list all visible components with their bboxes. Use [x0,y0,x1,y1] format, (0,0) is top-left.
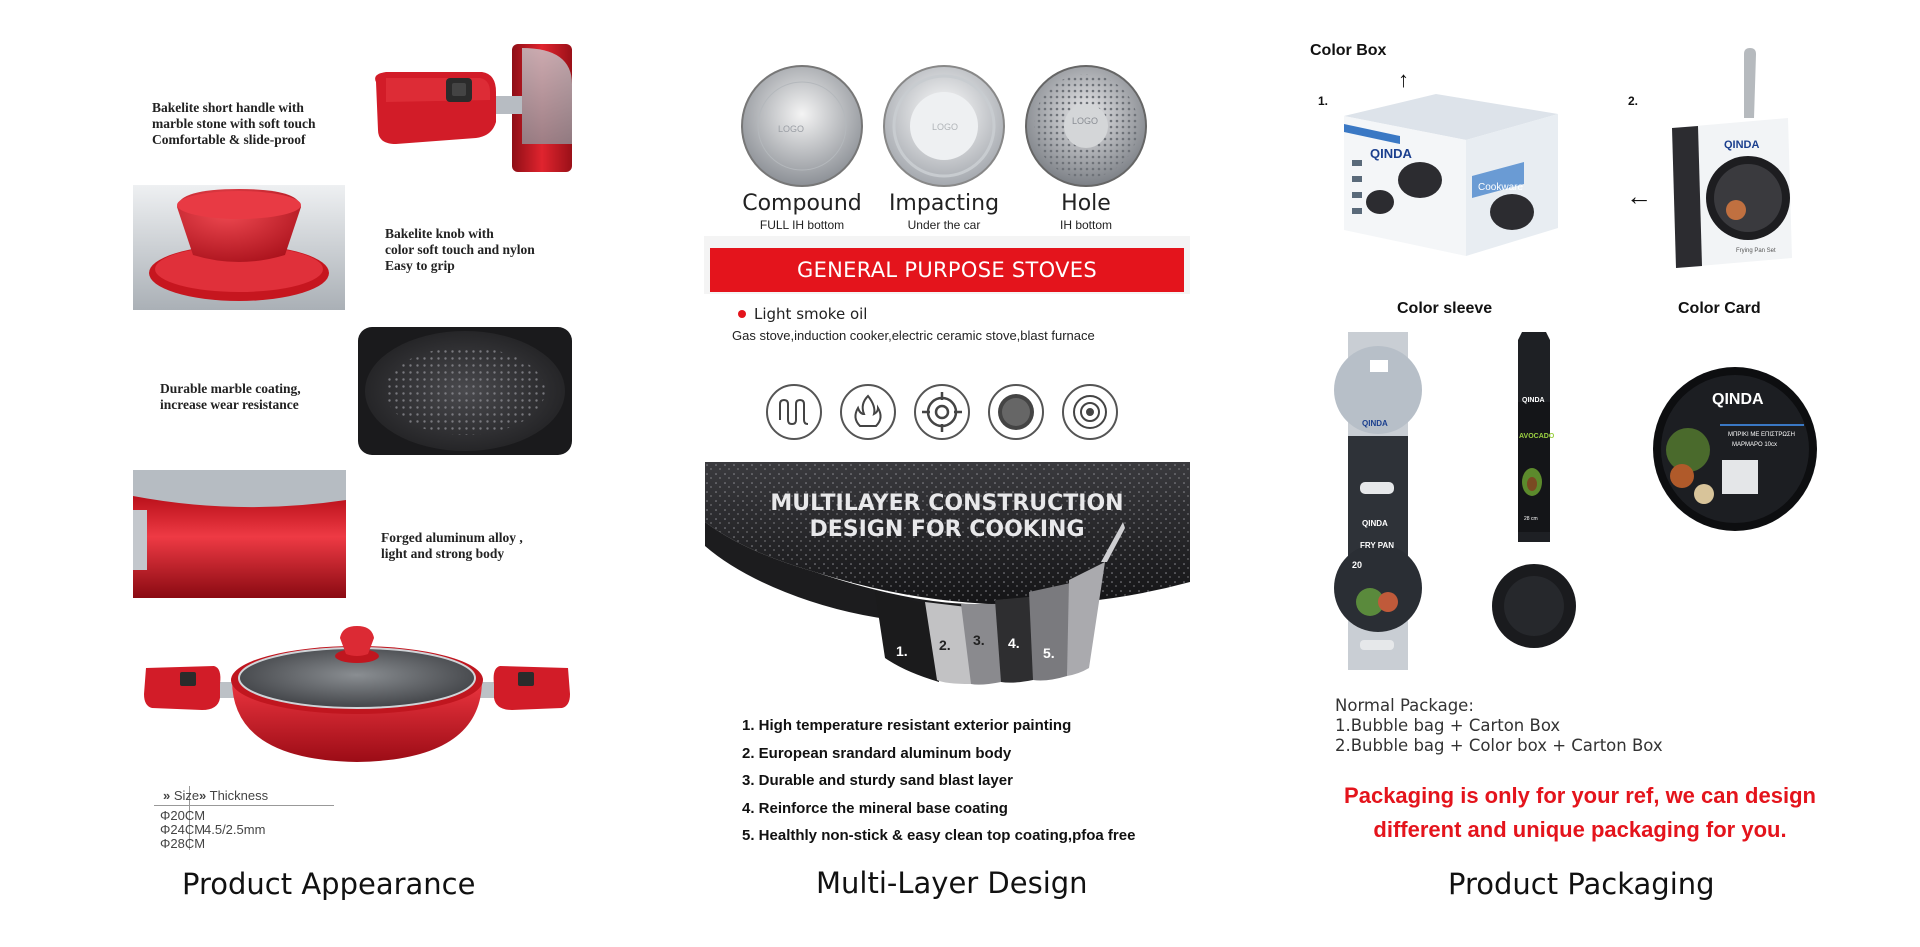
layer-number: 1. [896,643,908,659]
caption-multi-layer-design: Multi-Layer Design [816,866,1088,900]
handle-photo [372,44,572,172]
packaging-note-line1: Packaging is only for your ref, we can design [1344,783,1816,808]
bottom-label: Compound [742,191,862,216]
normal-package-item: 2.Bubble bag + Color box + Carton Box [1335,736,1663,755]
thickness-header [199,788,268,803]
card-brand: QINDA [1712,391,1764,408]
size-value: Φ28CM [160,836,206,851]
bottom-label: Impacting [888,191,1000,216]
caption-product-packaging: Product Packaging [1448,867,1715,901]
feature-coating-text: Durable marble coating, increase wear resistance [160,381,301,412]
construction-title-line1: MULTILAYER CONSTRUCTION [770,491,1124,516]
sleeve-brand: QINDA [1522,397,1545,404]
size-value: Φ20CM [160,808,206,823]
disc-logo-text: LOGO [1072,116,1099,126]
size-value: Φ24CM [160,822,206,837]
layer-item: 5. Healthly non-stick & easy clean top coating,pfoa free [742,827,1136,844]
bottom-label: Hole [1061,191,1111,216]
bottom-sublabel: Under the car [907,218,981,232]
stoves-text: Gas stove,induction cooker,electric ceramic stove,blast furnace [732,328,1095,343]
layer-item: 2. European srandard aluminum body [742,744,1012,762]
layer-number: 2. [939,637,951,653]
card-greek-text-2: ΜΑΡΜΑΡΟ 10cx [1732,442,1778,448]
normal-package-list [1335,696,1755,756]
thickness-header-label: Thickness [209,788,269,803]
size-header [163,788,199,803]
color-card-image [1652,366,1818,532]
light-smoke-oil-text: Light smoke oil [754,305,868,323]
layer-number: 3. [973,632,985,648]
color-card-title: Color Card [1678,300,1761,317]
pan-box-brand: QINDA [1724,139,1760,151]
multilayer-construction-image [705,462,1190,694]
electric-plate-icon [988,384,1044,440]
layer-number: 5. [1043,645,1055,661]
bottom-disc-hole [1024,64,1148,188]
arrow-left-icon: ← [1626,181,1652,211]
knob-photo [133,185,345,310]
disc-logo-text: LOGO [932,122,959,132]
full-pot-photo [142,620,572,770]
ceramic-hob-icon [1062,384,1118,440]
feature-body-text: Forged aluminum alloy , light and strong body [381,530,523,561]
double-chevron-icon: » [163,788,171,803]
feature-knob-text: Bakelite knob with color soft touch and nylon Easy to grip [385,226,535,273]
feature-handle-text: Bakelite short handle with marble stone with soft touch Comfortable & slide-proof [152,100,316,147]
color-sleeve-title: Color sleeve [1397,300,1493,317]
gas-burner-icon [914,384,970,440]
bottom-disc-compound [740,64,864,188]
color-box-image [1340,80,1562,258]
sleeve-size-text: 20 [1352,560,1363,570]
card-greek-text-1: ΜΠΡΙΚΙ ΜΕ ΕΠΙΣΤΡΩΣΗ [1728,432,1795,438]
normal-package-item: 1.Bubble bag + Carton Box [1335,716,1561,735]
bottom-sublabel: FULL IH bottom [759,218,845,232]
sleeve-brand: QINDA [1362,519,1388,528]
packaging-note [1310,779,1850,847]
layer-item: 4. Reinforce the mineral base coating [742,799,1008,817]
number-1: 1. [1318,94,1329,108]
pan-box-set-text: Frying Pan Set [1736,248,1776,254]
layer-item: 1. High temperature resistant exterior painting [742,717,1072,734]
arrow-up-icon: ↑ [1398,67,1409,92]
sleeve-brand: QINDA [1362,419,1388,428]
panel-product-packaging [1280,0,1920,947]
panel-multi-layer-design [640,0,1280,947]
layer-list [742,712,1262,850]
construction-title-line2: DESIGN FOR COOKING [809,517,1085,542]
number-2: 2. [1628,94,1639,108]
frying-pan-box-image [1668,48,1798,270]
panel-product-appearance [0,0,640,947]
normal-package-title: Normal Package: [1335,696,1474,715]
thickness-value: 4.5/2.5mm [204,822,266,837]
bottom-sublabel: IH bottom [1059,218,1113,232]
packaging-note-line2: different and unique packaging for you. [1373,817,1787,842]
body-photo [133,470,346,598]
color-sleeve-image-1 [1332,332,1424,670]
gas-flame-icon [840,384,896,440]
bottom-disc-impacting [882,64,1006,188]
layer-number: 4. [1008,635,1020,651]
layer-item: 3. Durable and sturdy sand blast layer [742,772,1013,789]
color-sleeve-image-2 [1492,332,1576,670]
box-brand: QINDA [1370,146,1412,161]
size-table [154,786,344,850]
coating-photo [358,327,572,455]
induction-coil-icon [766,384,822,440]
size-header-label: Size [173,788,200,803]
sleeve-fry-pan-text: FRY PAN [1360,541,1395,550]
sleeve-avocado-text: AVOCADO [1519,433,1555,440]
color-box-title: Color Box [1310,42,1387,59]
double-chevron-icon: » [199,788,207,803]
box-side-text: Cookware [1478,182,1524,193]
caption-product-appearance: Product Appearance [182,867,476,901]
general-purpose-banner: GENERAL PURPOSE STOVES [710,248,1184,292]
sleeve-size-text-2: 28 cm [1524,516,1538,522]
size-table-hline [154,805,334,806]
disc-logo-text: LOGO [778,124,805,134]
bullet-dot-icon [738,310,746,318]
